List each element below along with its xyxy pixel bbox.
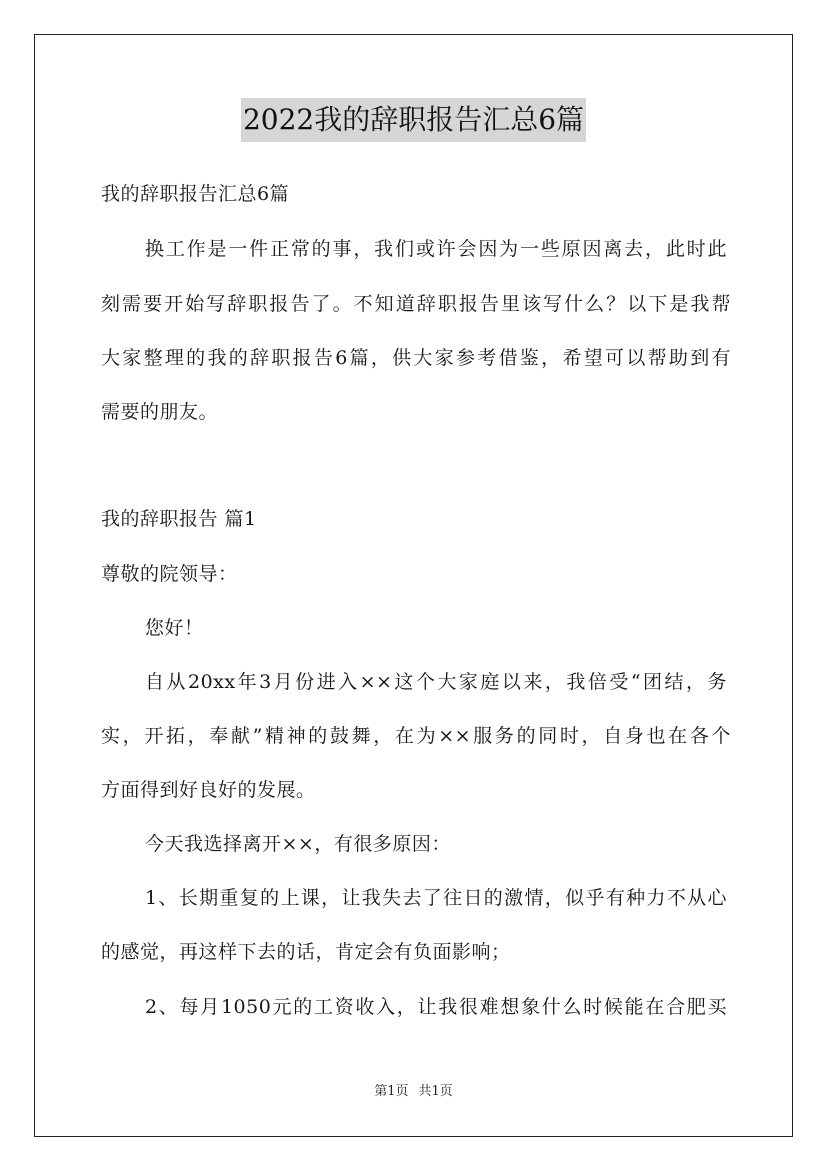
para2-line: 今天我选择离开××，有很多原因： bbox=[145, 833, 451, 855]
intro-line-4: 需要的朋友。 bbox=[101, 401, 219, 423]
page-total: 共1页 bbox=[418, 1084, 453, 1099]
para3-line-2: 的感觉，再这样下去的话，肯定会有负面影响； bbox=[101, 941, 511, 963]
section-heading: 我的辞职报告 篇1 bbox=[101, 508, 257, 530]
document-title: 2022我的辞职报告汇总6篇 bbox=[241, 98, 586, 142]
intro-line-1: 换工作是一件正常的事，我们或许会因为一些原因离去，此时此 bbox=[145, 238, 727, 260]
page-footer bbox=[0, 1083, 827, 1101]
document-subtitle: 我的辞职报告汇总6篇 bbox=[101, 183, 290, 205]
page-number: 第1页 bbox=[374, 1084, 409, 1099]
para1-line-3: 方面得到好良好的发展。 bbox=[101, 779, 316, 801]
intro-line-3: 大家整理的我的辞职报告6篇，供大家参考借鉴，希望可以帮助到有 bbox=[101, 347, 731, 369]
para1-line-2: 实，开拓，奉献”精神的鼓舞，在为××服务的同时，自身也在各个 bbox=[101, 725, 731, 747]
salutation: 尊敬的院领导： bbox=[101, 563, 238, 585]
greeting: 您好！ bbox=[145, 617, 204, 639]
para4-line: 2、每月1050元的工资收入，让我很难想象什么时候能在合肥买 bbox=[145, 996, 727, 1018]
title-container bbox=[0, 98, 827, 142]
para1-line-1: 自从20xx年3月份进入××这个大家庭以来，我倍受“团结，务 bbox=[145, 671, 727, 693]
intro-line-2: 刻需要开始写辞职报告了。不知道辞职报告里该写什么？以下是我帮 bbox=[101, 293, 731, 315]
para3-line-1: 1、长期重复的上课，让我失去了往日的激情，似乎有种力不从心 bbox=[145, 887, 727, 909]
